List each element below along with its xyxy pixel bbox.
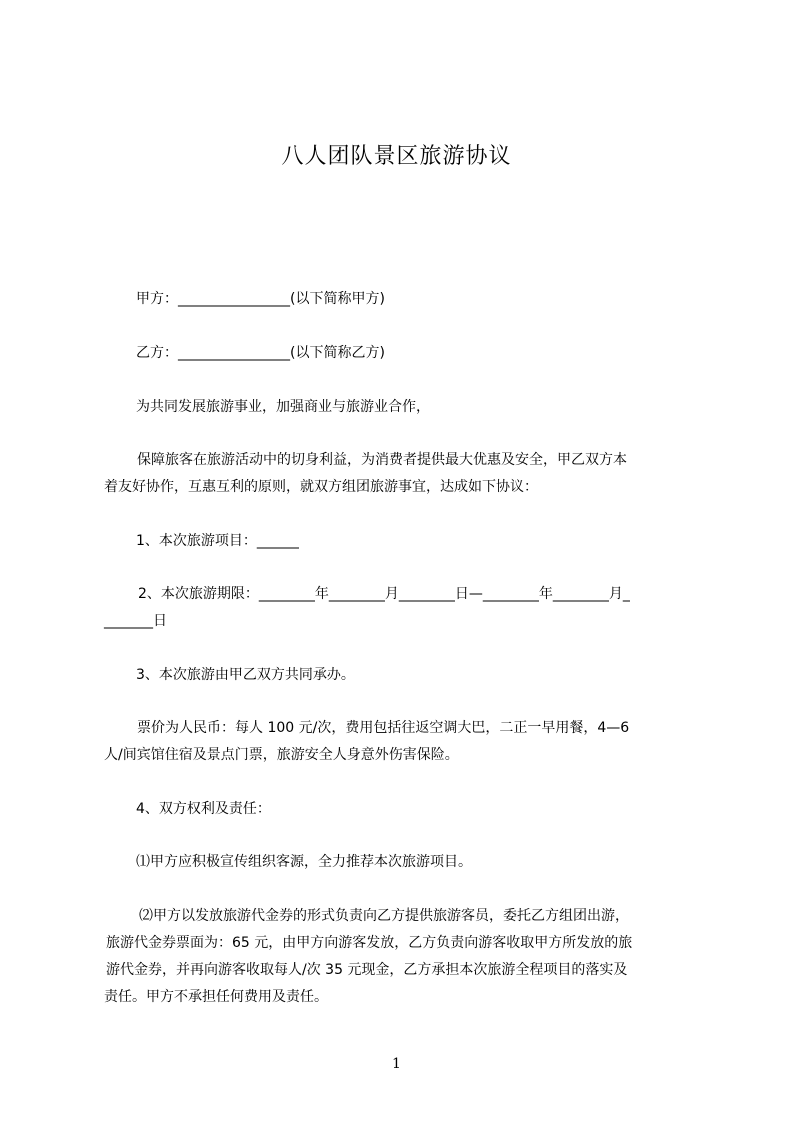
clause-1-paragraph: ⑴甲方应积极宣传组织客源，全力推荐本次旅游项目。 — [136, 854, 472, 870]
party-b-line: 乙方：________________(以下简称乙方) — [136, 345, 385, 361]
document-title: 八人团队景区旅游协议 — [281, 144, 512, 169]
purpose-paragraph-line-2: 着友好协作，互惠互利的原则，就双方组团旅游事宜，达成如下协议： — [104, 479, 538, 495]
item-3-organizers: 3、本次旅游由甲乙双方共同承办。 — [136, 667, 355, 683]
item-1-project: 1、本次旅游项目：______ — [136, 533, 299, 549]
clause-2-paragraph-line-4: 责任。甲方不承担任何费用及责任。 — [104, 989, 328, 1005]
price-paragraph-line-1: 票价为人民币：每人 100 元/次，费用包括往返空调大巴，二正一早用餐，4—6 — [137, 720, 630, 736]
intro-paragraph: 为共同发展旅游事业，加强商业与旅游业合作， — [136, 399, 430, 415]
item-4-rights-heading: 4、双方权利及责任： — [136, 801, 271, 817]
clause-2-paragraph-line-3: 游代金券，并再向游客收取每人/次 35 元现金，乙方承担本次旅游全程项目的落实及 — [106, 962, 628, 978]
purpose-paragraph-line-1: 保障旅客在旅游活动中的切身利益，为消费者提供最大优惠及安全，甲乙双方本 — [137, 452, 627, 468]
party-a-line: 甲方：________________(以下简称甲方) — [136, 291, 385, 307]
item-2-period-line-1: 2、本次旅游期限：________年________月________日—________年________月_ — [138, 586, 630, 602]
price-paragraph-line-2: 人/间宾馆住宿及景点门票，旅游安全人身意外伤害保险。 — [104, 747, 459, 763]
item-2-period-line-2: _______日 — [104, 613, 167, 629]
clause-2-paragraph-line-1: ⑵甲方以发放旅游代金券的形式负责向乙方提供旅游客员，委托乙方组团出游， — [139, 908, 629, 924]
clause-2-paragraph-line-2: 旅游代金券票面为：65 元，由甲方向游客发放，乙方负责向游客收取甲方所发放的旅 — [106, 935, 633, 951]
page-number: 1 — [392, 1056, 401, 1072]
